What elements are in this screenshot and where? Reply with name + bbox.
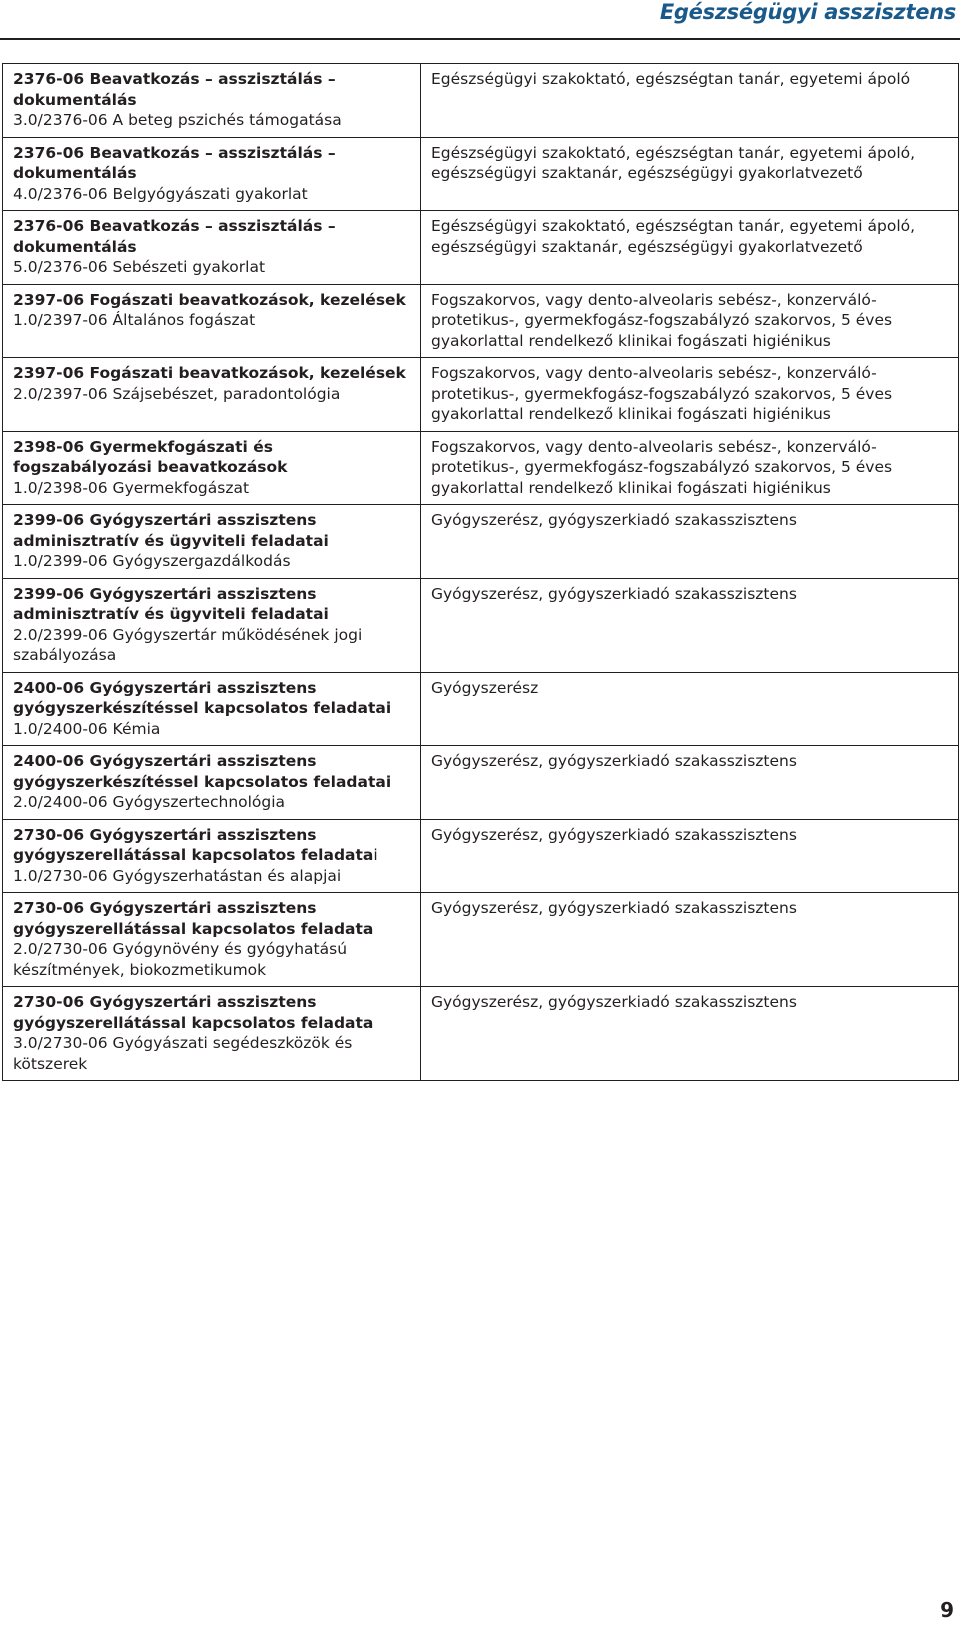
- module-cell: [3, 672, 421, 746]
- module-title: 2399-06 Gyógyszertári asszisztens adminisztratív és ügyviteli feladatai: [13, 584, 329, 623]
- qualification-text: Egészségügyi szakoktató, egészségtan tanár, egyetemi ápoló, egészségügyi szaktanár, egészségügyi gyakorlatvezető: [431, 217, 916, 256]
- qualification-text: Gyógyszerész: [431, 678, 539, 697]
- page-number: 9: [940, 1598, 954, 1622]
- qualification-cell: [421, 672, 959, 746]
- qualification-cell: [421, 211, 959, 285]
- qualification-table: [2, 63, 959, 1081]
- table-body: [3, 64, 959, 1081]
- module-title: 2399-06 Gyógyszertári asszisztens adminisztratív és ügyviteli feladatai: [13, 511, 329, 550]
- qualification-cell: [421, 746, 959, 820]
- module-title: 2376-06 Beavatkozás – asszisztálás – dokumentálás: [13, 217, 336, 256]
- qualification-text: Egészségügyi szakoktató, egészségtan tanár, egyetemi ápoló: [431, 70, 911, 88]
- table-row: [3, 578, 959, 672]
- qualification-cell: [421, 819, 959, 893]
- module-title: 2400-06 Gyógyszertári asszisztens gyógyszerkészítéssel kapcsolatos feladatai: [13, 752, 392, 791]
- subject-name: 5.0/2376-06 Sebészeti gyakorlat: [13, 258, 266, 276]
- subject-name: 2.0/2397-06 Szájsebészet, paradontológia: [13, 384, 341, 403]
- module-title: 2397-06 Fogászati beavatkozások, kezelések: [13, 290, 406, 309]
- module-title: 2730-06 Gyógyszertári asszisztens gyógyszerellátással kapcsolatos feladata: [13, 993, 374, 1032]
- module-title: 2397-06 Fogászati beavatkozások, kezelések: [13, 364, 406, 382]
- qualification-text: Gyógyszerész, gyógyszerkiadó szakasszisztens: [431, 899, 797, 917]
- subject-name: 1.0/2730-06 Gyógyszerhatástan és alapjai: [13, 866, 342, 885]
- header-rule: [0, 38, 960, 40]
- qualification-text: Gyógyszerész, gyógyszerkiadó szakasszisztens: [431, 993, 797, 1011]
- qualification-cell: [421, 284, 959, 358]
- module-title: 2730-06 Gyógyszertári asszisztens gyógyszerellátással kapcsolatos feladatai: [13, 825, 378, 864]
- qualification-text: Egészségügyi szakoktató, egészségtan tanár, egyetemi ápoló, egészségügyi szaktanár, egészségügyi gyakorlatvezető: [431, 143, 916, 182]
- subject-name: 2.0/2399-06 Gyógyszertár működésének jogi szabályozása: [13, 625, 363, 664]
- subject-name: 3.0/2730-06 Gyógyászati segédeszközök és kötszerek: [13, 1034, 353, 1073]
- subject-name: 4.0/2376-06 Belgyógyászati gyakorlat: [13, 184, 308, 203]
- table-row: [3, 672, 959, 746]
- subject-name: 2.0/2400-06 Gyógyszertechnológia: [13, 793, 286, 811]
- module-cell: [3, 893, 421, 987]
- table-row: [3, 431, 959, 505]
- qualification-text: Fogszakorvos, vagy dento-alveolaris sebész-, konzerváló-protetikus-, gyermekfogász-fogszabályzó szakorvos, 5 éves gyakorlattal rendelkező klinikai fogászati higiénikus: [431, 364, 893, 423]
- qualification-cell: [421, 578, 959, 672]
- table-row: [3, 987, 959, 1081]
- qualification-text: Gyógyszerész, gyógyszerkiadó szakasszisztens: [431, 511, 797, 529]
- header-title: Egészségügyi asszisztens: [659, 0, 956, 24]
- subject-name: 1.0/2399-06 Gyógyszergazdálkodás: [13, 552, 291, 570]
- module-cell: [3, 578, 421, 672]
- module-cell: [3, 505, 421, 579]
- qualification-cell: [421, 893, 959, 987]
- table-row: [3, 505, 959, 579]
- module-cell: [3, 137, 421, 211]
- module-cell: [3, 987, 421, 1081]
- table-row: [3, 893, 959, 987]
- module-title: 2400-06 Gyógyszertári asszisztens gyógyszerkészítéssel kapcsolatos feladatai: [13, 678, 392, 717]
- qualification-cell: [421, 137, 959, 211]
- module-title: 2398-06 Gyermekfogászati és fogszabályozási beavatkozások: [13, 437, 288, 476]
- qualification-cell: [421, 505, 959, 579]
- qualification-text: Gyógyszerész, gyógyszerkiadó szakasszisztens: [431, 584, 797, 603]
- qualification-text: Gyógyszerész, gyógyszerkiadó szakasszisztens: [431, 825, 797, 844]
- module-cell: [3, 211, 421, 285]
- module-cell: [3, 746, 421, 820]
- table-row: [3, 819, 959, 893]
- module-cell: [3, 284, 421, 358]
- qualification-text: Fogszakorvos, vagy dento-alveolaris sebész-, konzerváló-protetikus-, gyermekfogász-fogszabályzó szakorvos, 5 éves gyakorlattal rendelkező klinikai fogászati higiénikus: [431, 290, 893, 350]
- subject-name: 1.0/2398-06 Gyermekfogászat: [13, 478, 250, 497]
- qualification-cell: [421, 358, 959, 432]
- table-row: [3, 137, 959, 211]
- subject-name: 2.0/2730-06 Gyógynövény és gyógyhatású készítmények, biokozmetikumok: [13, 940, 348, 979]
- module-title: 2376-06 Beavatkozás – asszisztálás – dokumentálás: [13, 70, 336, 109]
- subject-name: 3.0/2376-06 A beteg pszichés támogatása: [13, 111, 342, 129]
- subject-name: 1.0/2397-06 Általános fogászat: [13, 311, 256, 329]
- module-title: 2730-06 Gyógyszertári asszisztens gyógyszerellátással kapcsolatos feladata: [13, 899, 374, 938]
- subject-name: 1.0/2400-06 Kémia: [13, 719, 161, 738]
- qualification-text: Gyógyszerész, gyógyszerkiadó szakasszisztens: [431, 752, 797, 770]
- qualification-cell: [421, 987, 959, 1081]
- running-header: [0, 0, 960, 38]
- module-cell: [3, 358, 421, 432]
- table-row: [3, 284, 959, 358]
- qualification-text: Fogszakorvos, vagy dento-alveolaris sebész-, konzerváló-protetikus-, gyermekfogász-fogszabályzó szakorvos, 5 éves gyakorlattal rendelkező klinikai fogászati higiénikus: [431, 437, 893, 497]
- qualification-cell: [421, 64, 959, 138]
- table-row: [3, 746, 959, 820]
- module-cell: [3, 819, 421, 893]
- table-row: [3, 64, 959, 138]
- table-row: [3, 211, 959, 285]
- qualification-cell: [421, 431, 959, 505]
- module-title: 2376-06 Beavatkozás – asszisztálás – dokumentálás: [13, 143, 336, 182]
- module-cell: [3, 431, 421, 505]
- module-cell: [3, 64, 421, 138]
- table-row: [3, 358, 959, 432]
